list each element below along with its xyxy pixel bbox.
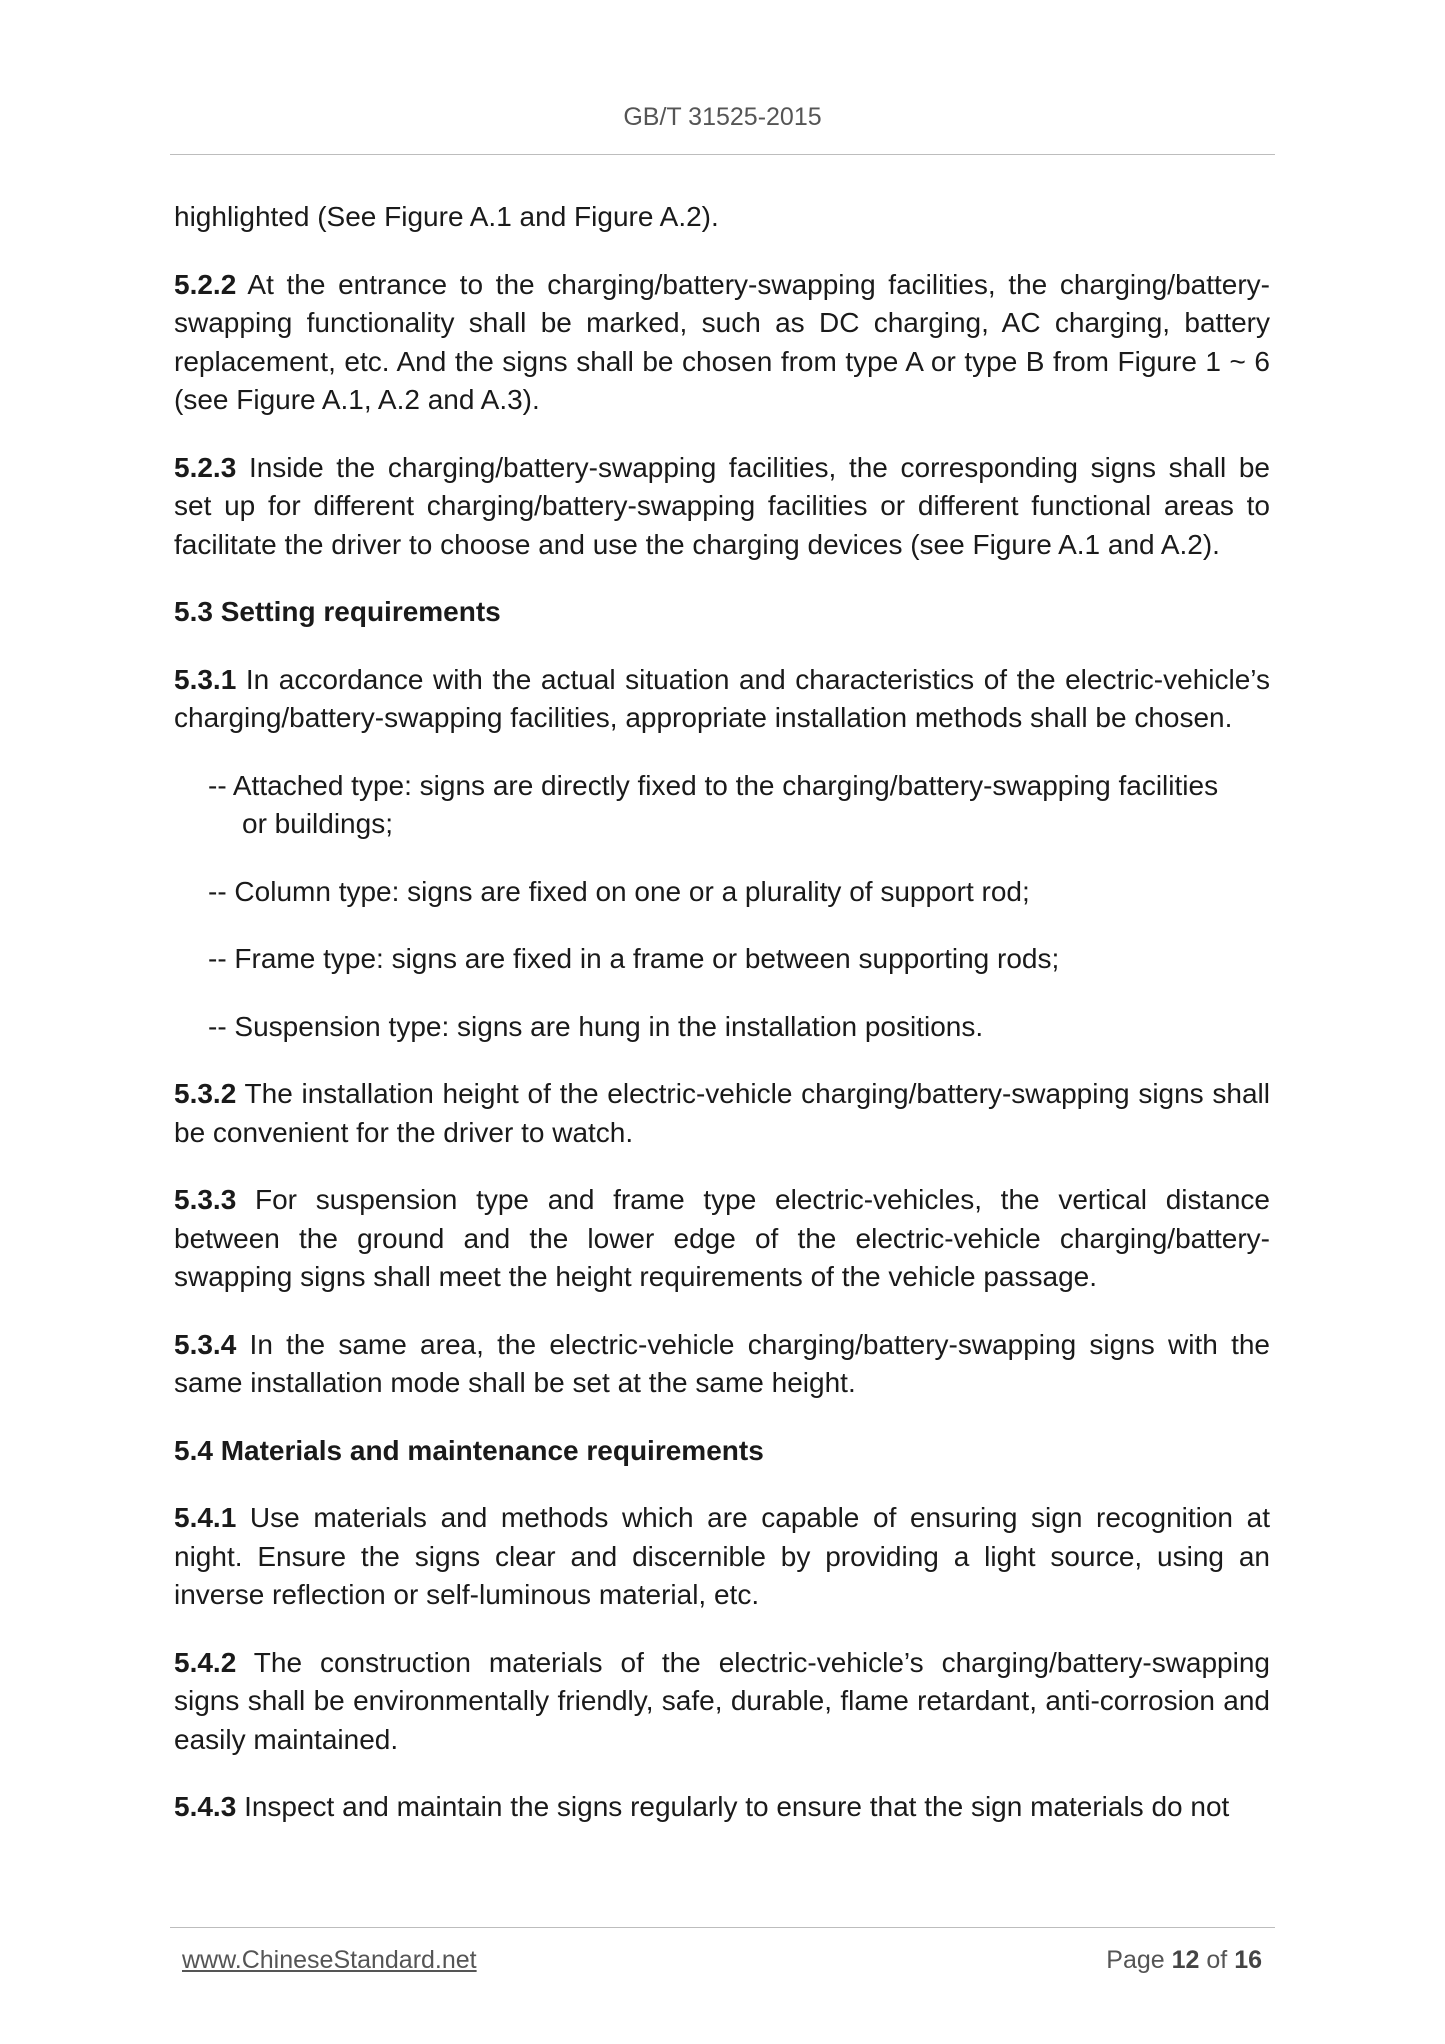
website-link[interactable]: www.ChineseStandard.net [182, 1946, 477, 1974]
header-divider [170, 154, 1275, 155]
document-code: GB/T 31525-2015 [623, 103, 822, 131]
page-of: of [1206, 1946, 1228, 1974]
paragraph-text: highlighted (See Figure A.1 and Figure A.2). [174, 201, 719, 232]
clause-5-4-3 [174, 1788, 1270, 1827]
clause-5-3-2 [174, 1075, 1270, 1152]
list-item-suspension-type [208, 1008, 1270, 1047]
list-item-column-type [208, 873, 1270, 912]
list-item-continuation: or buildings; [242, 808, 393, 839]
page-indicator [1106, 1946, 1262, 1975]
clause-text: Inside the charging/battery-swapping facilities, the corresponding signs shall be set up for different charging/battery-swapping facilities or different functional areas to facilitate the driver to choose and use the charging devices (see Figure A.1 and A.2). [174, 451, 1271, 560]
clause-5-3-1 [174, 661, 1270, 738]
clause-number: 5.4.1 [174, 1502, 237, 1533]
clause-text: The construction materials of the electric-vehicle’s charging/battery-swapping signs shall be environmentally friendly, safe, durable, flame retardant, anti-corrosion and easily maintained. [174, 1646, 1270, 1755]
list-item-text: -- Frame type: signs are fixed in a frame or between supporting rods; [208, 943, 1060, 974]
clause-text: Inspect and maintain the signs regularly to ensure that the sign materials do not [244, 1791, 1230, 1822]
clause-number: 5.4.2 [174, 1646, 237, 1678]
section-heading-5-3: 5.3 Setting requirements [174, 596, 501, 627]
clause-text: Use materials and methods which are capable of ensuring sign recognition at night. Ensure the signs clear and discernible by providing a light source, using an inverse reflection or self-luminous material, etc. [174, 1502, 1270, 1610]
clause-number: 5.3.4 [174, 1328, 237, 1360]
clause-5-2-3 [174, 449, 1270, 565]
clause-number: 5.4.3 [174, 1791, 237, 1822]
clause-5-4-1 [174, 1499, 1270, 1615]
clause-5-4-2 [174, 1644, 1270, 1760]
body-text [174, 198, 1270, 1856]
page-total: 16 [1234, 1946, 1262, 1974]
list-item-text: -- Attached type: signs are directly fixed to the charging/battery-swapping facilities [208, 769, 1219, 801]
clause-text: In the same area, the electric-vehicle charging/battery-swapping signs with the same installation mode shall be set at the same height. [174, 1328, 1271, 1398]
section-heading-5-4: 5.4 Materials and maintenance requirements [174, 1434, 764, 1466]
list-item-attached-type [208, 767, 1270, 844]
clause-number: 5.2.2 [174, 268, 237, 300]
footer-divider [170, 1927, 1275, 1928]
list-item-text: -- Suspension type: signs are hung in the installation positions. [208, 1010, 984, 1042]
list-item-frame-type [208, 940, 1270, 979]
clause-number: 5.2.3 [174, 451, 237, 483]
clause-5-2-2 [174, 266, 1270, 420]
clause-text: The installation height of the electric-vehicle charging/battery-swapping signs shall be convenient for the driver to watch. [174, 1078, 1270, 1148]
page-footer [182, 1946, 1262, 1975]
clause-text: In accordance with the actual situation and characteristics of the electric-vehicle’s charging/battery-swapping facilities, appropriate installation methods shall be chosen. [174, 663, 1270, 733]
clause-number: 5.3.3 [174, 1184, 237, 1215]
page-current: 12 [1171, 1946, 1200, 1974]
clause-5-3-3 [174, 1181, 1270, 1297]
page-word: Page [1106, 1946, 1165, 1974]
clause-5-3-4 [174, 1326, 1270, 1403]
clause-text: For suspension type and frame type electric-vehicles, the vertical distance between the ground and the lower edge of the electric-vehicle charging/battery-swapping signs shall meet the height requirements of the vehicle passage. [174, 1184, 1270, 1292]
list-item-text: -- Column type: signs are fixed on one or a plurality of support rod; [208, 875, 1030, 907]
clause-number: 5.3.1 [174, 663, 237, 695]
clause-text: At the entrance to the charging/battery-swapping facilities, the charging/battery-swapping functionality shall be marked, such as DC charging, AC charging, battery replacement, etc. And the signs shall be chosen from type A or type B from Figure 1 ~ 6 (see Figure A.1, A.2 and A.3). [174, 268, 1270, 415]
clause-number: 5.3.2 [174, 1078, 237, 1109]
paragraph-continuation [174, 198, 1270, 237]
